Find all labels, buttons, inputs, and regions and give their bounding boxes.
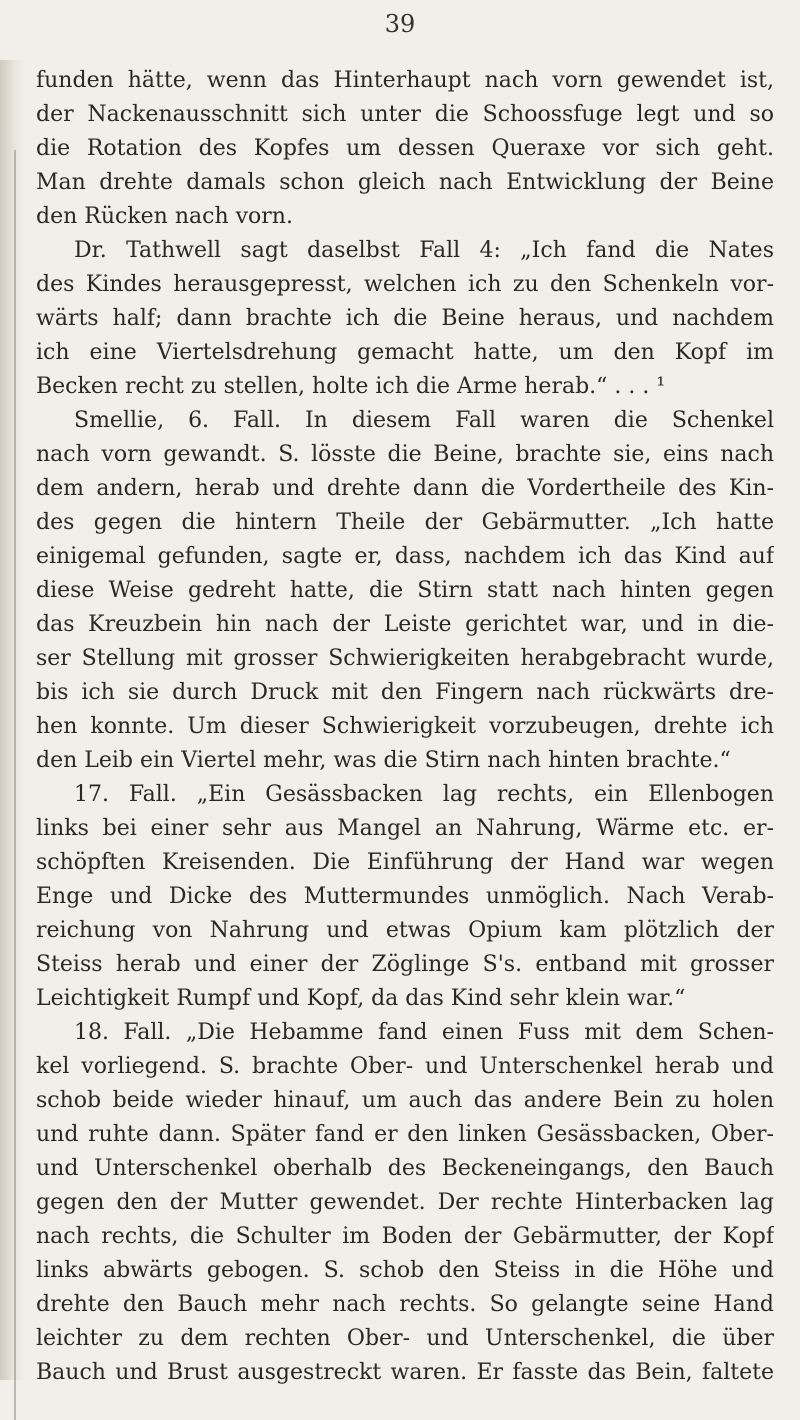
- text-line: Man drehte damals schon gleich nach Entwicklung der Beine: [36, 170, 774, 195]
- text-line: links abwärts gebogen. S. schob den Steiss in die Höhe und: [36, 1258, 774, 1283]
- text-line: leichter zu dem rechten Ober- und Unterschenkel, die über: [36, 1326, 774, 1351]
- paragraph-smellie-case-6: [36, 404, 774, 778]
- text-line: ser Stellung mit grosser Schwierigkeiten herabgebracht wurde,: [36, 646, 774, 671]
- text-line: des gegen die hintern Theile der Gebärmutter. „Ich hatte: [36, 510, 774, 535]
- text-line: und ruhte dann. Später fand er den linken Gesässbacken, Ober-: [36, 1122, 774, 1147]
- text-line: der Nackenausschnitt sich unter die Schoossfuge legt und so: [36, 102, 774, 127]
- text-line: und Unterschenkel oberhalb des Beckeneingangs, den Bauch: [36, 1156, 774, 1181]
- paragraph-tathwell: [36, 234, 774, 404]
- paragraph-case-17: [36, 778, 774, 1016]
- text-line: hen konnte. Um dieser Schwierigkeit vorzubeugen, drehte ich: [36, 714, 774, 739]
- text-line: funden hätte, wenn das Hinterhaupt nach vorn gewendet ist,: [36, 68, 774, 93]
- text-line: des Kindes herausgepresst, welchen ich zu den Schenkeln vor-: [36, 272, 774, 297]
- paragraph-case-18: [36, 1016, 774, 1390]
- text-line: das Kreuzbein hin nach der Leiste gerichtet war, und in die-: [36, 612, 774, 637]
- text-line: Enge und Dicke des Muttermundes unmöglich. Nach Verab-: [36, 884, 774, 909]
- text-line: kel vorliegend. S. brachte Ober- und Unterschenkel herab und: [36, 1054, 774, 1079]
- text-line: dem andern, herab und drehte dann die Vordertheile des Kin-: [36, 476, 774, 501]
- binding-gutter: [0, 60, 24, 1380]
- text-line: gegen den der Mutter gewendet. Der rechte Hinterbacken lag: [36, 1190, 774, 1215]
- text-line: wärts half; dann brachte ich die Beine heraus, und nachdem: [36, 306, 774, 331]
- text-line: den Rücken nach vorn.: [36, 204, 293, 229]
- text-line: 17. Fall. „Ein Gesässbacken lag rechts, ein Ellenbogen: [74, 782, 774, 807]
- text-line: diese Weise gedreht hatte, die Stirn statt nach hinten gegen: [36, 578, 774, 603]
- text-line: links bei einer sehr aus Mangel an Nahrung, Wärme etc. er-: [36, 816, 774, 841]
- text-line: Becken recht zu stellen, holte ich die Arme herab.“ . . . ¹: [36, 374, 666, 399]
- text-line: den Leib ein Viertel mehr, was die Stirn nach hinten brachte.“: [36, 748, 731, 773]
- text-line: die Rotation des Kopfes um dessen Queraxe vor sich geht.: [36, 136, 774, 161]
- text-line: Smellie, 6. Fall. In diesem Fall waren die Schenkel: [74, 408, 774, 433]
- paragraph-continuation: [36, 64, 774, 234]
- text-line: einigemal gefunden, sagte er, dass, nachdem ich das Kind auf: [36, 544, 774, 569]
- gutter-shadow-line: [14, 150, 16, 1420]
- text-line: Leichtigkeit Rumpf und Kopf, da das Kind sehr klein war.“: [36, 986, 686, 1011]
- text-line: Steiss herab und einer der Zöglinge S's. entband mit grosser: [36, 952, 774, 977]
- text-line: Dr. Tathwell sagt daselbst Fall 4: „Ich fand die Nates: [74, 238, 774, 263]
- text-line: nach rechts, die Schulter im Boden der Gebärmutter, der Kopf: [36, 1224, 774, 1249]
- text-line: bis ich sie durch Druck mit den Fingern nach rückwärts dre-: [36, 680, 774, 705]
- body-text: [36, 64, 774, 1390]
- text-line: ich eine Viertelsdrehung gemacht hatte, um den Kopf im: [36, 340, 774, 365]
- text-line: Bauch und Brust ausgestreckt waren. Er fasste das Bein, faltete: [36, 1360, 774, 1385]
- text-line: reichung von Nahrung und etwas Opium kam plötzlich der: [36, 918, 774, 943]
- text-line: schöpften Kreisenden. Die Einführung der Hand war wegen: [36, 850, 774, 875]
- page-number: 39: [384, 10, 416, 38]
- text-line: schob beide wieder hinauf, um auch das andere Bein zu holen: [36, 1088, 774, 1113]
- text-line: nach vorn gewandt. S. lösste die Beine, brachte sie, eins nach: [36, 442, 774, 467]
- text-line: 18. Fall. „Die Hebamme fand einen Fuss mit dem Schen-: [74, 1020, 774, 1045]
- text-line: drehte den Bauch mehr nach rechts. So gelangte seine Hand: [36, 1292, 774, 1317]
